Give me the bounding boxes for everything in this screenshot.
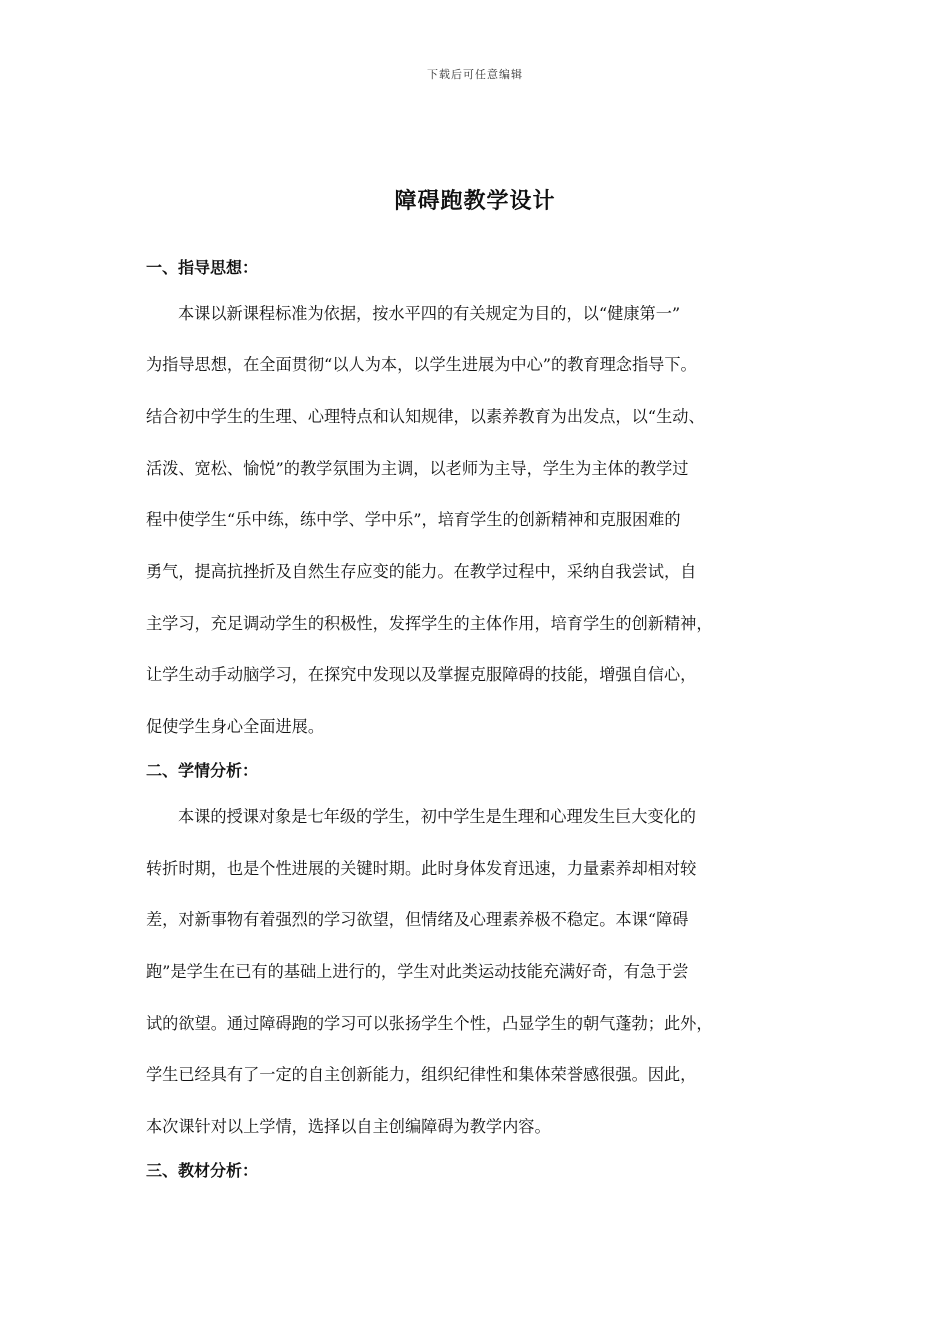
paragraph-line: 程中使学生“乐中练，练中学、学中乐”，培育学生的创新精神和克服困难的: [146, 510, 681, 529]
section-heading-textbook-analysis: 三、教材分析：: [146, 1161, 259, 1180]
paragraph-line: 活泼、宽松、愉悦”的教学氛围为主调，以老师为主导，学生为主体的教学过: [146, 459, 689, 478]
paragraph-line: 本课以新课程标准为依据，按水平四的有关规定为目的，以“健康第一”: [178, 304, 681, 323]
paragraph-line: 本课的授课对象是七年级的学生，初中学生是生理和心理发生巨大变化的: [178, 807, 696, 826]
paragraph-line: 让学生动手动脑学习，在探究中发现以及掌握克服障碍的技能，增强自信心，: [146, 665, 697, 684]
section-heading-student-analysis: 二、学情分析：: [146, 761, 259, 780]
paragraph-line: 学生已经具有了一定的自主创新能力，组织纪律性和集体荣誉感很强。因此，: [146, 1065, 697, 1084]
paragraph-line: 转折时期，也是个性进展的关键时期。此时身体发育迅速，力量素养却相对较: [146, 859, 697, 878]
header-note: 下载后可任意编辑: [427, 68, 523, 81]
paragraph-line: 差，对新事物有着强烈的学习欲望，但情绪及心理素养极不稳定。本课“障碍: [146, 910, 689, 929]
paragraph-line: 为指导思想，在全面贯彻“以人为本，以学生进展为中心”的教育理念指导下。: [146, 355, 697, 374]
section-heading-guiding-ideology: 一、指导思想：: [146, 258, 259, 277]
paragraph-line: 跑”是学生在已有的基础上进行的，学生对此类运动技能充满好奇，有急于尝: [146, 962, 689, 981]
paragraph-line: 本次课针对以上学情，选择以自主创编障碍为教学内容。: [146, 1117, 551, 1136]
paragraph-line: 促使学生身心全面进展。: [146, 717, 325, 736]
document-title: 障碍跑教学设计: [394, 189, 556, 214]
paragraph-line: 勇气，提高抗挫折及自然生存应变的能力。在教学过程中，采纳自我尝试，自: [146, 562, 697, 581]
paragraph-line: 主学习，充足调动学生的积极性，发挥学生的主体作用，培育学生的创新精神，: [146, 614, 713, 633]
paragraph-line: 结合初中学生的生理、心理特点和认知规律，以素养教育为出发点，以“生动、: [146, 407, 705, 426]
paragraph-line: 试的欲望。通过障碍跑的学习可以张扬学生个性，凸显学生的朝气蓬勃；此外，: [146, 1014, 713, 1033]
